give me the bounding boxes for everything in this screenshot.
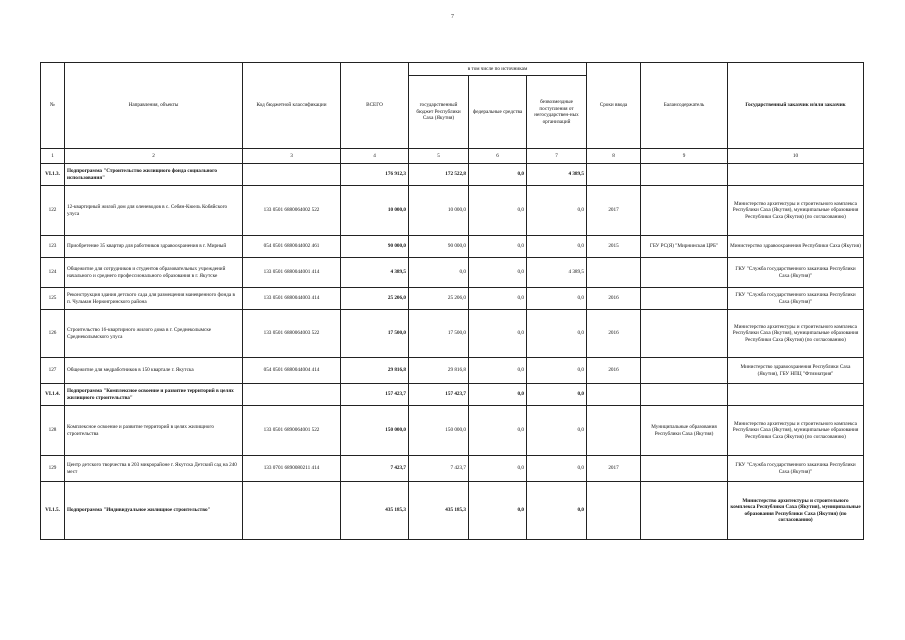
row-federal: 0,0 — [469, 310, 527, 358]
row-customer: Министерство архитектуры и строительного комплекса Республики Саха (Якутия), муниципальные образования Республики Саха (Якутия) (по согласованию) — [728, 406, 864, 456]
row-code — [243, 482, 341, 540]
column-numbers-row — [41, 149, 864, 164]
row-term: 2016 — [587, 288, 641, 310]
column-number: 3 — [243, 149, 341, 164]
header-term: Сроки ввода — [587, 63, 641, 149]
row-code: 133 0501 6880064002 522 — [243, 186, 341, 236]
row-number: 125 — [41, 288, 65, 310]
row-code: 133 0501 6880044001 414 — [243, 258, 341, 288]
row-number: VI.1.5. — [41, 482, 65, 540]
table-row — [41, 406, 864, 456]
row-name: Общежитие для медработников в 150 квартале г. Якутска — [65, 358, 243, 384]
row-free-receipts: 0,0 — [527, 236, 587, 258]
row-name: Реконструкция здания детского сада для размещения маневренного фонда в п. Чульман Нерюнгринского района — [65, 288, 243, 310]
row-holder — [641, 186, 728, 236]
row-term: 2015 — [587, 236, 641, 258]
row-number: 129 — [41, 456, 65, 482]
row-state-budget: 150 000,0 — [409, 406, 469, 456]
table-row — [41, 456, 864, 482]
row-state-budget: 435 185,3 — [409, 482, 469, 540]
row-code: 133 0701 6890080211 414 — [243, 456, 341, 482]
row-name: Подпрограмма "Индивидуальное жилищное строительство" — [65, 482, 243, 540]
row-state-budget: 17 500,0 — [409, 310, 469, 358]
row-state-budget: 90 000,0 — [409, 236, 469, 258]
row-free-receipts: 0,0 — [527, 482, 587, 540]
budget-table — [40, 62, 864, 540]
row-total: 435 185,3 — [341, 482, 409, 540]
row-name: Центр детского творчества в 203 микрорайоне г. Якутска Детский сад на 240 мест — [65, 456, 243, 482]
row-name: 12-квартирный жилой дом для оленеводов в с. Себян-Кюель Кобяйского улуса — [65, 186, 243, 236]
row-state-budget: 0,0 — [409, 258, 469, 288]
row-name: Комплексное освоение и развитие территорий в целях жилищного строительства — [65, 406, 243, 456]
row-name: Подпрограмма "Строительство жилищного фонда социального использования" — [65, 164, 243, 186]
row-name: Подпрограмма "Комплексное освоение и развитие территорий в целях жилищного строительства" — [65, 384, 243, 406]
row-name: Общежитие для сотрудников и студентов образовательных учреждений начального и среднего профессионального образования в г. Якутске — [65, 258, 243, 288]
row-federal: 0,0 — [469, 358, 527, 384]
row-term: 2017 — [587, 456, 641, 482]
row-code: 133 0501 6880044003 414 — [243, 288, 341, 310]
row-free-receipts: 0,0 — [527, 288, 587, 310]
row-federal: 0,0 — [469, 186, 527, 236]
table-row — [41, 186, 864, 236]
row-customer: Министерство архитектуры и строительного комплекса Республики Саха (Якутия), муниципальные образования Республики Саха (Якутия) (по согласованию) — [728, 186, 864, 236]
row-state-budget: 7 423,7 — [409, 456, 469, 482]
row-name: Приобретение 35 квартир для работников здравоохранения в г. Мирный — [65, 236, 243, 258]
header-sources-group: в том числе по источникам — [409, 63, 587, 76]
row-code: 133 0501 6880064003 522 — [243, 310, 341, 358]
table-row — [41, 288, 864, 310]
row-customer: ГКУ "Служба государственного заказчика Республики Саха (Якутия)" — [728, 258, 864, 288]
row-federal: 0,0 — [469, 258, 527, 288]
row-total: 4 389,5 — [341, 258, 409, 288]
row-term: 2017 — [587, 186, 641, 236]
header-state: государственный бюджет Республики Саха (Якутия) — [409, 76, 469, 149]
column-number: 10 — [728, 149, 864, 164]
row-number: 124 — [41, 258, 65, 288]
row-code: 133 0501 6890064001 522 — [243, 406, 341, 456]
row-holder: ГБУ РС(Я) "Мирнинская ЦРБ" — [641, 236, 728, 258]
table-row — [41, 310, 864, 358]
table-row — [41, 258, 864, 288]
header-free: безвозмездные поступления от негосударствен-ных организаций — [527, 76, 587, 149]
table-row — [41, 236, 864, 258]
row-name: Строительство 16-квартирного жилого дома в г. Среднеколымске Среднеколымского улуса — [65, 310, 243, 358]
row-holder — [641, 288, 728, 310]
row-free-receipts: 0,0 — [527, 456, 587, 482]
row-holder — [641, 482, 728, 540]
row-holder — [641, 164, 728, 186]
row-total: 176 912,3 — [341, 164, 409, 186]
row-term — [587, 406, 641, 456]
row-customer — [728, 384, 864, 406]
row-customer: Министерство архитектуры и строительного комплекса Республики Саха (Якутия), муниципальные образования Республики Саха (Якутия) (по согласованию) — [728, 482, 864, 540]
row-term — [587, 482, 641, 540]
header-total: ВСЕГО — [341, 63, 409, 149]
row-free-receipts: 0,0 — [527, 358, 587, 384]
row-number: 122 — [41, 186, 65, 236]
row-customer: Министерство здравоохранения Республики Саха (Якутия) — [728, 236, 864, 258]
row-total: 17 500,0 — [341, 310, 409, 358]
row-code — [243, 384, 341, 406]
row-federal: 0,0 — [469, 236, 527, 258]
row-number: 128 — [41, 406, 65, 456]
row-free-receipts: 0,0 — [527, 406, 587, 456]
row-federal: 0,0 — [469, 288, 527, 310]
row-state-budget: 172 522,8 — [409, 164, 469, 186]
column-number: 6 — [469, 149, 527, 164]
row-federal: 0,0 — [469, 406, 527, 456]
row-total: 29 816,8 — [341, 358, 409, 384]
row-number: VI.1.3. — [41, 164, 65, 186]
column-number: 1 — [41, 149, 65, 164]
row-holder: Муниципальные образования Республики Саха (Якутия) — [641, 406, 728, 456]
row-total: 150 000,0 — [341, 406, 409, 456]
column-number: 4 — [341, 149, 409, 164]
row-federal: 0,0 — [469, 456, 527, 482]
header-code: Код бюджетной классификации — [243, 63, 341, 149]
row-free-receipts: 0,0 — [527, 384, 587, 406]
row-holder — [641, 310, 728, 358]
row-term: 2016 — [587, 310, 641, 358]
row-holder — [641, 258, 728, 288]
row-customer: Министерство здравоохранения Республики Саха (Якутия), ГБУ НПЦ "Фтизиатрия" — [728, 358, 864, 384]
row-term — [587, 258, 641, 288]
row-term: 2016 — [587, 358, 641, 384]
column-number: 5 — [409, 149, 469, 164]
header-customer: Государственный заказчик и/или заказчик — [728, 63, 864, 149]
row-holder — [641, 456, 728, 482]
row-term — [587, 164, 641, 186]
row-total: 157 423,7 — [341, 384, 409, 406]
row-number: 127 — [41, 358, 65, 384]
row-state-budget: 157 423,7 — [409, 384, 469, 406]
row-customer: Министерство архитектуры и строительного комплекса Республики Саха (Якутия), муниципальные образования Республики Саха (Якутия) (по согласованию) — [728, 310, 864, 358]
row-total: 7 423,7 — [341, 456, 409, 482]
row-federal: 0,0 — [469, 482, 527, 540]
row-customer: ГКУ "Служба государственного заказчика Республики Саха (Якутия)" — [728, 456, 864, 482]
row-free-receipts: 4 389,5 — [527, 258, 587, 288]
header-federal: федеральные средства — [469, 76, 527, 149]
table-row — [41, 482, 864, 540]
column-number: 2 — [65, 149, 243, 164]
page-number: 7 — [451, 14, 454, 20]
header-direction: Направления, объекты — [65, 63, 243, 149]
row-federal: 0,0 — [469, 384, 527, 406]
table-row — [41, 384, 864, 406]
row-code: 054 0501 6880044002 461 — [243, 236, 341, 258]
row-code: 054 0501 6880044004 414 — [243, 358, 341, 384]
table-row — [41, 358, 864, 384]
column-number: 9 — [641, 149, 728, 164]
row-customer — [728, 164, 864, 186]
row-free-receipts: 4 389,5 — [527, 164, 587, 186]
header-holder: Балансодержатель — [641, 63, 728, 149]
column-number: 7 — [527, 149, 587, 164]
row-holder — [641, 358, 728, 384]
row-state-budget: 10 000,0 — [409, 186, 469, 236]
row-free-receipts: 0,0 — [527, 186, 587, 236]
row-holder — [641, 384, 728, 406]
row-number: 126 — [41, 310, 65, 358]
row-free-receipts: 0,0 — [527, 310, 587, 358]
row-total: 25 206,0 — [341, 288, 409, 310]
row-customer: ГКУ "Служба государственного заказчика Республики Саха (Якутия)" — [728, 288, 864, 310]
row-total: 90 000,0 — [341, 236, 409, 258]
header-no: № — [41, 63, 65, 149]
row-state-budget: 29 816,8 — [409, 358, 469, 384]
row-code — [243, 164, 341, 186]
row-term — [587, 384, 641, 406]
column-number: 8 — [587, 149, 641, 164]
row-federal: 0,0 — [469, 164, 527, 186]
row-number: 123 — [41, 236, 65, 258]
row-total: 10 000,0 — [341, 186, 409, 236]
row-number: VI.1.4. — [41, 384, 65, 406]
table-row — [41, 164, 864, 186]
row-state-budget: 25 206,0 — [409, 288, 469, 310]
